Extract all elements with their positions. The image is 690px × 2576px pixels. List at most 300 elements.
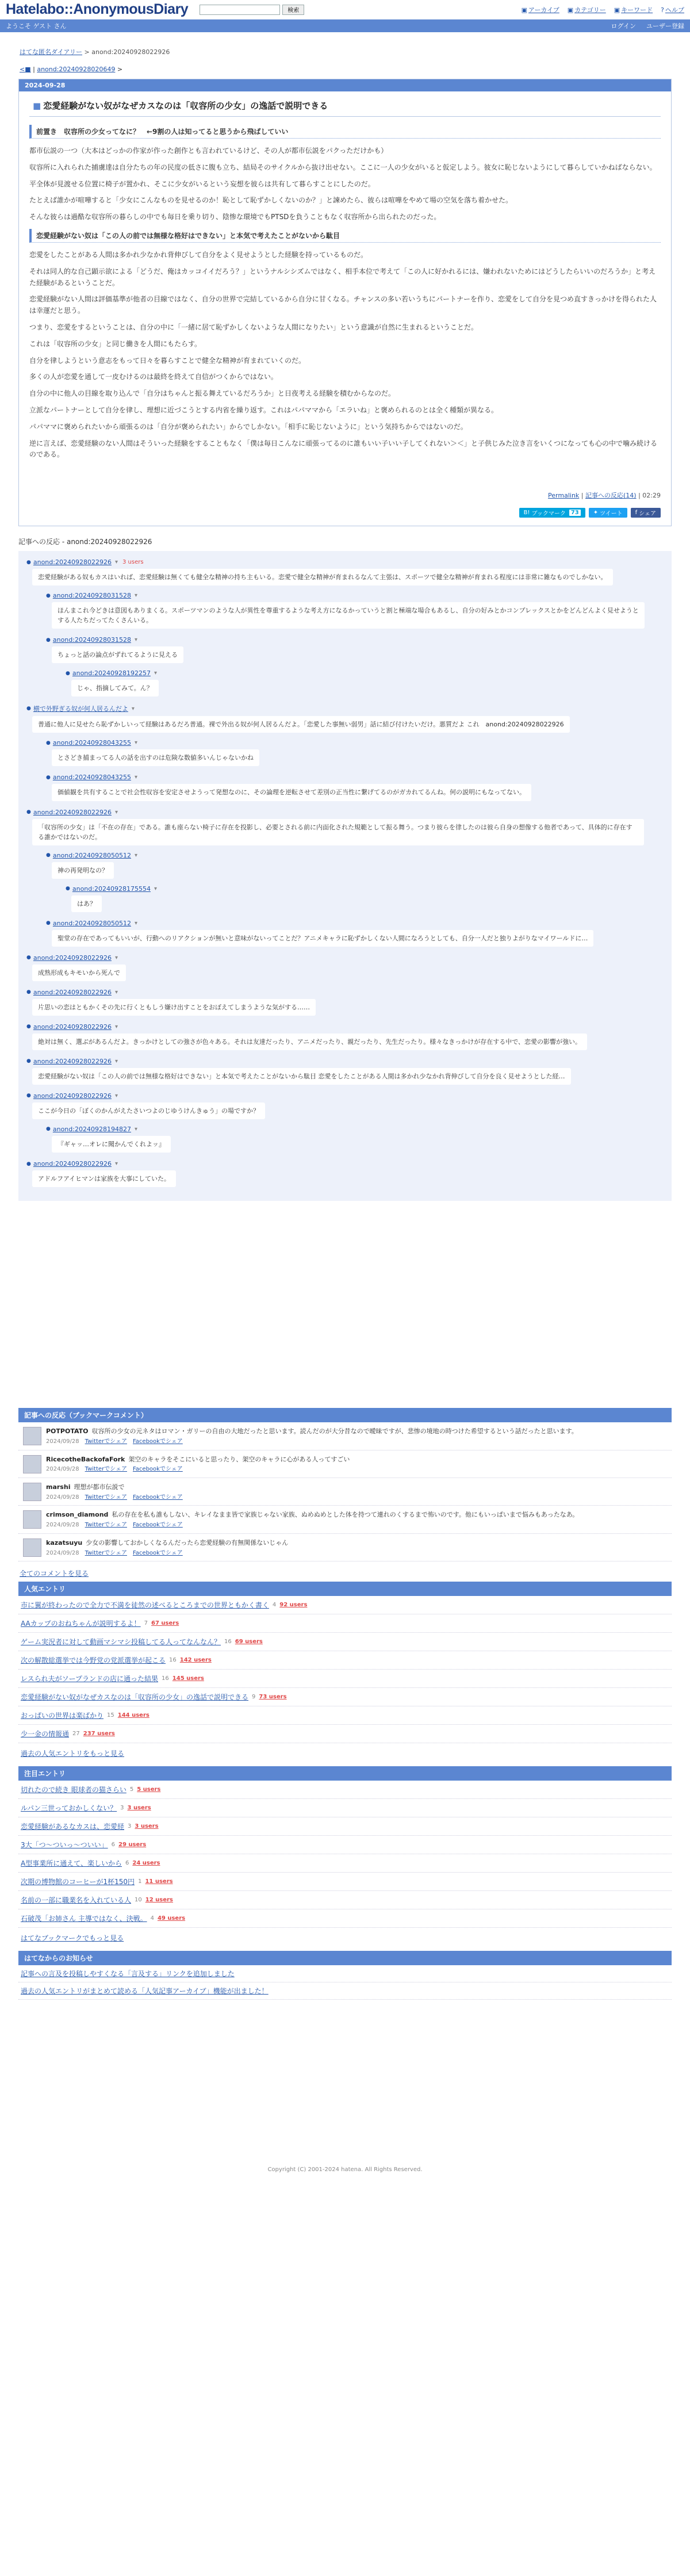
bullet-icon: ●: [26, 809, 31, 816]
bullet-icon: ●: [46, 920, 51, 927]
popular-more-link[interactable]: 過去の人気エントリをもっと見る: [21, 1750, 125, 1758]
bookmark-line: [46, 1510, 578, 1519]
toggle-icon[interactable]: ▾: [154, 885, 157, 892]
reply-body: 普通に他人に見せたら恥ずかしいって経験はあるだろ普通。裸で外出る奴が何人居るんだよ。「恋愛した事無い弱男」話に結び付けたいだけ。悪質だよ これ anond:20240928022926: [32, 716, 570, 733]
all-comments: [18, 1561, 672, 1582]
hot-entry-link[interactable]: 恋愛経験があるなカスは、恋愛経: [21, 1823, 125, 1831]
bullet-icon: ●: [46, 637, 51, 643]
toggle-icon[interactable]: ▾: [134, 774, 137, 781]
hot-entry: [18, 1799, 672, 1817]
bookmark-count: 16: [162, 1675, 169, 1682]
hot-entry-link[interactable]: A型事業所に通えて、楽しいから: [21, 1859, 122, 1868]
toggle-icon[interactable]: ▾: [114, 559, 118, 566]
reply-body: じゃ、指摘してみて。ん？: [71, 680, 159, 696]
refs-link[interactable]: 記事への反応(14): [585, 492, 637, 500]
next-link[interactable]: anond:20240928020649: [37, 66, 116, 73]
avatar[interactable]: [23, 1483, 41, 1501]
users-count[interactable]: 3 users: [127, 1805, 151, 1812]
bookmark-line: [46, 1483, 183, 1492]
bookmark-count: 9: [252, 1694, 256, 1701]
bookmark-count: 16: [224, 1639, 232, 1645]
bookmark-count: 1: [138, 1878, 142, 1885]
site-logo[interactable]: Hatelabo::AnonymousDiary: [6, 1, 189, 17]
entry-paragraph: 多くの人が恋愛を通して一皮むけるのは最終を終えて自信がつくからではない。: [29, 373, 278, 381]
facebook-share-link[interactable]: Facebookでシェア: [132, 1438, 183, 1445]
bookmark-content: [46, 1483, 183, 1502]
users-count[interactable]: 29 users: [118, 1842, 147, 1848]
bullet-icon: ●: [26, 1024, 31, 1030]
bird-icon: ✦: [593, 510, 599, 516]
reply-link[interactable]: anond:20240928022926: [33, 1023, 112, 1031]
hot-entry-link[interactable]: 3大「つ～ついっ～ついい」: [21, 1841, 108, 1850]
bullet-icon: ●: [46, 774, 51, 780]
bookmark-count: 15: [107, 1712, 114, 1719]
popular-entry: [18, 1670, 672, 1688]
reply-header: [46, 918, 664, 929]
entry-paragraph: 恋愛をしたことがある人間は多かれ少なかれ背伸びして自分をよく見せようとした経験を持っているものだ。: [29, 250, 368, 259]
reply-link[interactable]: anond:20240928043255: [52, 739, 131, 747]
all-comments-link[interactable]: 全てのコメントを見る: [20, 1570, 89, 1578]
section-heading-2: 恋愛経験がない奴は「この人の前では無様な格好はできない」と本気で考えたことがないから駄目: [29, 229, 661, 243]
users-count[interactable]: 237 users: [83, 1731, 115, 1737]
reply-header: [26, 987, 664, 998]
reply-item: [26, 557, 664, 699]
bookmark-user[interactable]: RicecotheBackofaFork: [46, 1455, 125, 1463]
bookmark-count: 4: [272, 1602, 277, 1609]
nav-category[interactable]: カテゴリー: [574, 6, 606, 14]
bookmark-meta: [46, 1494, 183, 1502]
breadcrumb-home[interactable]: はてな匿名ダイアリー: [20, 48, 83, 56]
reply-header: [26, 1056, 664, 1067]
reply-header: [66, 883, 664, 894]
reply-link[interactable]: anond:20240928022926: [33, 558, 112, 567]
bookmark-comment: [18, 1506, 672, 1533]
entry-title: [29, 97, 661, 117]
bookmark-count: 6: [125, 1860, 129, 1867]
popular-list: [18, 1596, 672, 1743]
users-count[interactable]: 67 users: [151, 1620, 179, 1627]
bookmark-heading: 記事への反応（ブックマークコメント）: [18, 1408, 672, 1422]
toggle-icon[interactable]: ▾: [131, 705, 135, 712]
twitter-share-link[interactable]: Twitterでシェア: [85, 1549, 127, 1556]
bullet-icon: ●: [46, 592, 51, 599]
reply-header: [26, 557, 664, 568]
toggle-icon[interactable]: ▾: [134, 920, 137, 927]
reply-item: [46, 772, 664, 803]
bookmark-count: 3: [120, 1805, 124, 1812]
reply-body: ここが今日の「ぼくのかんがえたさいつよのじゆうけんきゅう」の場ですか？: [32, 1103, 265, 1119]
toggle-icon[interactable]: ▾: [114, 1023, 118, 1030]
popular-entry: [18, 1688, 672, 1706]
entry-paragraph: 平全体が見渡せる位置に椅子が置かれ、そこに少女がいるという妄想を彼らは共有して暮らすことにしたのだ。: [29, 179, 375, 188]
toggle-icon[interactable]: ▾: [114, 989, 118, 996]
bookmark-comment: [18, 1450, 672, 1478]
bookmark-date: 2024/09/28: [46, 1549, 79, 1556]
bookmark-line: [46, 1427, 578, 1436]
popular-entry-link[interactable]: ゲーム実況者に対して動画マシマシ投稿してる人ってなんなん？: [21, 1638, 221, 1647]
avatar[interactable]: [23, 1427, 41, 1445]
main-container: [18, 32, 672, 2184]
reply-item: [46, 850, 664, 914]
notice-heading: はてなからのお知らせ: [18, 1951, 672, 1965]
hatena-bookmark-count: 73: [569, 510, 581, 516]
avatar[interactable]: [23, 1455, 41, 1473]
users-count[interactable]: 145 users: [172, 1675, 204, 1682]
bookmark-text: 架空のキャラをそこにいると思ったり、架空のキャラに心がある人ってすごい: [128, 1455, 350, 1463]
hot-list: [18, 1781, 672, 1928]
hot-entry: [18, 1909, 672, 1928]
hot-entry-link[interactable]: 次期の博物館のコーヒーが1杯150円: [21, 1878, 135, 1886]
hot-entry: [18, 1781, 672, 1799]
reply-item: [46, 737, 664, 768]
bookmark-line: [46, 1538, 288, 1548]
bookmark-section: [18, 1408, 672, 2000]
bookmark-meta: [46, 1521, 578, 1530]
notice-item: [18, 1982, 672, 2000]
reply-item: [46, 918, 664, 949]
section-heading-1: 前置き 収容所の少女ってなに？ ←9割の人は知ってると思うから飛ばしていい: [29, 125, 661, 139]
bookmark-date: 2024/09/28: [46, 1494, 79, 1501]
bullet-icon: ●: [66, 670, 70, 676]
reply-body: ちょっと話の論点がずれてるように見える: [52, 646, 183, 663]
bullet-icon: ●: [46, 1126, 51, 1132]
popular-entry: [18, 1651, 672, 1670]
reply-header: [66, 668, 664, 679]
reply-item: [66, 668, 664, 699]
twitter-share-link[interactable]: Twitterでシェア: [85, 1438, 127, 1445]
tweet-button[interactable]: [589, 508, 627, 518]
nav-keyword[interactable]: キーワード: [621, 6, 653, 14]
entry-body-1: [29, 146, 661, 223]
reply-link[interactable]: anond:20240928022926: [33, 1092, 112, 1100]
reply-body: 神の再発明なの？: [52, 862, 114, 879]
bookmark-meta: [46, 1549, 288, 1558]
hot-users-badge: 3 users: [122, 559, 144, 566]
popular-entry-link[interactable]: 市に翼が終わったので全力で不満を徒然の述べるところまでの世界ともかく書く: [21, 1601, 269, 1610]
hot-heading: 注目エントリ: [18, 1766, 672, 1781]
bookmark-user[interactable]: kazatsuyu: [46, 1538, 83, 1547]
reply-link[interactable]: anond:20240928022926: [33, 954, 112, 962]
top-bar: [0, 0, 690, 20]
entry-paragraph: 自分を律しようという意志をもって日々を暮らすことで健全な精神が育まれていくのだ。: [29, 356, 306, 365]
twitter-share-link[interactable]: Twitterでシェア: [85, 1494, 127, 1501]
popular-entry-link[interactable]: レスられ夫がソープランドの店に通った結果: [21, 1675, 159, 1683]
facebook-share-link[interactable]: Facebookでシェア: [132, 1522, 183, 1529]
bookmark-content: [46, 1427, 578, 1446]
entry-body-2: [29, 250, 661, 461]
bullet-icon: ●: [46, 740, 51, 746]
hatena-b-icon: B!: [523, 510, 530, 516]
diary-entry: [18, 79, 672, 526]
reply-header: [46, 772, 664, 783]
hot-more: [18, 1928, 672, 1951]
entry-paragraph: これは「収容所の少女」と同じ働きを人間にもたらす。: [29, 339, 202, 348]
toggle-icon[interactable]: ▾: [154, 670, 157, 677]
bullet-icon: ●: [26, 955, 31, 961]
reply-children: [66, 883, 664, 914]
reply-header: [26, 807, 664, 818]
user-bar: [0, 20, 690, 32]
facebook-icon: f: [635, 510, 638, 516]
users-count[interactable]: 24 users: [132, 1860, 160, 1867]
popular-entry-link[interactable]: AAカップのおねちゃんが説明するよ！: [21, 1620, 141, 1628]
reply-link[interactable]: anond:20240928194827: [52, 1125, 131, 1133]
reply-children: [46, 590, 664, 699]
bullet-icon: ●: [26, 1093, 31, 1099]
bullet-icon: ●: [26, 559, 31, 565]
hot-entry: [18, 1836, 672, 1854]
reply-children: [46, 737, 664, 803]
hot-entry: [18, 1854, 672, 1873]
reply-header: [46, 634, 664, 645]
bookmark-text: 少女の影響しておかしくなるんだったら恋愛経験の有無関係ないじゃん: [86, 1538, 289, 1547]
reply-body: 恋愛経験がない奴は「この人の前では無様な格好はできない」と本気で考えたことがないから駄目 恋愛をしたことがある人間は多かれ少なかれ背伸びして自分を良く見せようとした経…: [32, 1068, 571, 1085]
reply-body: 片思いの恋はともかくその先に行くともしう嫌け出すことをおぼえてしまうような気がする……: [32, 999, 316, 1016]
bookmark-user[interactable]: marshi: [46, 1483, 71, 1491]
permalink[interactable]: Permalink: [548, 492, 580, 500]
keyword-icon: ▣: [614, 6, 620, 14]
notice-item: [18, 1965, 672, 1982]
entry-paragraph: つまり、恋愛をするということは、自分の中に「一緒に居て恥ずかしくないような人間になりたい」という意識が自然に生まれるということだ。: [29, 323, 478, 331]
reply-item: [26, 1090, 664, 1155]
breadcrumb-current: anond:20240928022926: [91, 48, 170, 56]
reply-body: 成熟形成もキモいから死んで: [32, 964, 126, 981]
popular-entry: [18, 1614, 672, 1633]
bookmark-count: 5: [129, 1786, 134, 1793]
reply-link[interactable]: anond:20240928022926: [33, 988, 112, 996]
bookmark-text: 収容所の少女の元ネタはロマン・ガリーの自由の大地だったと思います。読んだのが大分昔なので曖昧ですが、悲惨の境地の時つけた希望するという話だったと思います。: [91, 1427, 578, 1436]
notice-link[interactable]: 過去の人気エントリがまとめて読める「人気記事アーカイブ」機能が出ました！: [21, 1987, 269, 1996]
facebook-share-link[interactable]: Facebookでシェア: [132, 1549, 183, 1556]
reply-item: [26, 952, 664, 983]
bookmark-text: 私の存在を私も誰もしない、キレイなまま皆で家族じゃない家族、ぬめぬめとした体を持つて連れのくするまで怖いのです。他にもいっぱいまで悩みもあったなあ。: [112, 1511, 579, 1519]
nav-help[interactable]: ヘルプ: [665, 6, 684, 14]
popular-entry-link[interactable]: おっぱいの世界は楽ばかり: [21, 1712, 104, 1720]
category-icon: ▣: [567, 6, 574, 14]
popular-entry-link[interactable]: 次の解散総選挙では今野党の党派選挙が起こる: [21, 1656, 166, 1665]
search-input[interactable]: [200, 5, 280, 15]
bookmark-user[interactable]: POTPOTATO: [46, 1427, 89, 1436]
toggle-icon[interactable]: ▾: [134, 592, 137, 599]
hatena-bookmark-label: ブックマーク: [531, 511, 566, 518]
reply-link[interactable]: anond:20240928043255: [52, 774, 131, 782]
hot-entry: [18, 1873, 672, 1891]
bookmark-count: 10: [135, 1897, 142, 1904]
users-count[interactable]: 49 users: [157, 1915, 186, 1922]
entry-paragraph: 都市伝説の一つ（大本はどっかの作家が作った創作とも言われているけど、その人が都市伝説をパクっただけかも）: [29, 147, 388, 155]
bullet-icon: ●: [66, 886, 70, 892]
bookmark-comment: [18, 1478, 672, 1506]
reply-body: 恋愛経験がある奴もカスはいれば、恋愛経験は無くても健全な精神の持ち主もいる。恋愛で健全な精神が育まれるなんて主張は、スポーツで健全な精神が育まれる程度には非常に雑なものでしかない。: [32, 569, 613, 585]
title-square-icon: ■: [33, 101, 41, 111]
users-count[interactable]: 11 users: [145, 1878, 173, 1885]
popular-entry-link[interactable]: 少一金の情報通: [21, 1730, 70, 1739]
refs-heading: 記事への反応 - anond:20240928022926: [18, 538, 152, 546]
hatena-bookmark-button[interactable]: [519, 508, 585, 518]
reply-children: [46, 850, 664, 949]
reply-body: 価値観を共有することで社会性収容を安定させようって発想なのに、その論理を逆転させて差別の正当性に繋げてるのがガカれてるんね。何の説明にもなってない。: [52, 784, 531, 801]
reply-header: [46, 590, 664, 601]
twitter-share-link[interactable]: Twitterでシェア: [85, 1522, 127, 1529]
twitter-share-link[interactable]: Twitterでシェア: [85, 1466, 127, 1473]
facebook-share-button[interactable]: [631, 508, 661, 518]
bookmark-line: [46, 1455, 350, 1464]
entry-paragraph: 収容所に入れられた捕虜達は自分たちの年の民度の低さに腹も立ち、結局そのサイクルから抜け出せない。ここに一人の少女がいると仮定しよう。彼女に恥じないようにして暮らしていかねばならない。: [29, 163, 657, 171]
bookmark-user[interactable]: crimson_diamond: [46, 1511, 109, 1519]
reply-link[interactable]: anond:20240928022926: [33, 808, 112, 816]
bookmark-date: 2024/09/28: [46, 1466, 79, 1473]
bookmark-count: 16: [169, 1657, 177, 1664]
bookmark-count: 4: [150, 1915, 154, 1922]
reply-link[interactable]: anond:20240928050512: [52, 919, 131, 927]
users-count[interactable]: 73 users: [259, 1694, 287, 1701]
users-count[interactable]: 5 users: [137, 1786, 161, 1793]
users-count[interactable]: 12 users: [145, 1897, 173, 1904]
reply-body: ほんまこれ今どきは意図もありまくる。スポーツマンのような人が異性を尊重するような考え方になるかっていうと割と極端な場合もあるし、自分の好みとかコンプレックスとかをどんどんよく見せようとする人たちだってたくさんいる。: [52, 602, 645, 629]
hot-entry-link[interactable]: 切れたので続き 眼球者の猫さらい: [21, 1786, 126, 1794]
reply-link[interactable]: anond:20240928031528: [52, 636, 131, 644]
reply-link[interactable]: anond:20240928175554: [72, 885, 151, 893]
entry-paragraph: パパママに褒められたいから頑張るのは「自分が褒められたい」からでしかない。「相手に恥じないように」という気持ちからではないのだ。: [29, 422, 467, 431]
entry-paragraph: 自分の中に他人の目線を取り込んで「自分はちゃんと振る舞えているだろうか」と日夜考える経験を積むからなのだ。: [29, 389, 396, 398]
users-count[interactable]: 3 users: [135, 1823, 159, 1830]
popular-entry-link[interactable]: 恋愛経験がない奴がなぜカスなのは「収容所の少女」の逸話で説明できる: [21, 1693, 249, 1702]
users-count[interactable]: 142 users: [179, 1657, 212, 1664]
reply-header: [46, 737, 664, 748]
entry-paragraph: 恋愛経験がない人間は評価基準が他者の目線ではなく、自分の世界で完結しているから自分に甘くなる。チャンスの多い若いうちにパートナーを作り、恋愛をして自分を見つめ直すきっかけを得られた人は幸運だと思う。: [29, 295, 657, 315]
entry-paragraph: たとえば誰かが喧嘩すると「少女にこんなものを見せるのか！恥として恥ずかしくないのか？」と諫めたら、彼らは喧嘩をやめて場の空気を落ち着かせた。: [29, 196, 513, 205]
facebook-share-link[interactable]: Facebookでシェア: [132, 1466, 183, 1473]
register-link[interactable]: ユーザー登録: [646, 22, 684, 30]
bookmark-count: 7: [144, 1620, 148, 1627]
entry-time: 02:29: [642, 492, 661, 500]
bullet-icon: ●: [46, 852, 51, 859]
users-count[interactable]: 69 users: [235, 1639, 263, 1645]
reply-header: [46, 850, 664, 861]
popular-more: [18, 1743, 672, 1766]
tweet-label: ツイート: [600, 511, 623, 518]
bullet-icon: ●: [26, 989, 31, 996]
reply-body: 『ギャッ…オレに聞かんでくれよッ』: [52, 1136, 171, 1153]
reply-link[interactable]: anond:20240928050512: [52, 851, 131, 859]
toggle-icon[interactable]: ▾: [114, 1058, 118, 1065]
reply-item: [26, 1021, 664, 1052]
reply-body: 絶対は無く、選ぶがあるんだよ。きっかけとしての強さが色々ある。それは友達だったり、アニメだったり、親だったり、先生だったり。様々なきっかけが存在する中で、恋愛の影響が強い。: [32, 1034, 587, 1050]
entry-nav-sep: |: [30, 66, 37, 73]
bookmark-date: 2024/09/28: [46, 1522, 79, 1529]
home-square-link[interactable]: ■: [25, 66, 31, 73]
popular-heading: 人気エントリ: [18, 1582, 672, 1596]
facebook-share-label: シェア: [639, 511, 656, 518]
hot-entry: [18, 1891, 672, 1909]
reply-header: [26, 1090, 664, 1101]
users-count[interactable]: 144 users: [117, 1712, 150, 1719]
hot-entry-link[interactable]: 石破茂「お姉さん 主導ではなく、決戦。: [21, 1915, 147, 1923]
toggle-icon[interactable]: ▾: [114, 809, 118, 816]
reply-link[interactable]: anond:20240928031528: [52, 592, 131, 600]
reply-body: 「収容所の少女」は「不在の存在」である。誰も座らない椅子に存在を投影し、必要とされる前に内面化された規範として振る舞う。つまり彼らを律したのは彼ら自身の想像する他者であって、具体的に存在する誰かではないのだ。: [32, 819, 644, 845]
bullet-icon: ●: [26, 706, 31, 712]
reply-item: [46, 1124, 664, 1155]
search-box: [200, 5, 304, 15]
toggle-icon[interactable]: ▾: [134, 852, 137, 859]
bookmark-count: 27: [72, 1731, 80, 1737]
hot-more-link[interactable]: はてなブックマークでもっと見る: [21, 1934, 124, 1943]
hot-entry-link[interactable]: 名前の一部に職業名を入れている人: [21, 1896, 132, 1905]
entry-footer: Permalink | 記事への反応(14) | 02:29: [548, 492, 661, 500]
reply-link[interactable]: anond:20240928022926: [33, 1160, 112, 1168]
avatar[interactable]: [23, 1538, 41, 1557]
reply-body: アドルフアイヒマンは家族を大事にしていた。: [32, 1170, 176, 1187]
reply-item: [46, 634, 664, 699]
avatar[interactable]: [23, 1510, 41, 1529]
reply-children: [66, 668, 664, 699]
hot-entry-link[interactable]: ルパン三世っておかしくない？: [21, 1804, 117, 1813]
toggle-icon[interactable]: ▾: [134, 1126, 137, 1132]
archive-icon: ▣: [521, 6, 527, 14]
toggle-icon[interactable]: ▾: [114, 1161, 118, 1168]
facebook-share-link[interactable]: Facebookでシェア: [132, 1494, 183, 1501]
reply-item: [46, 590, 664, 631]
toggle-icon[interactable]: ▾: [134, 637, 137, 644]
breadcrumb-sep: >: [82, 48, 92, 56]
reply-link[interactable]: anond:20240928022926: [33, 1057, 112, 1065]
entry-paragraph: そんな彼らは過酷な収容所の暮らしの中でも毎日を乗り切り、陰惨な環境でもPTSDを負うこともなく収容所から出られたのだった。: [29, 213, 441, 221]
welcome-text: ようこそ ゲスト さん: [6, 22, 67, 30]
toggle-icon[interactable]: ▾: [114, 954, 118, 961]
users-count[interactable]: 92 users: [279, 1602, 308, 1609]
bookmark-content: [46, 1510, 578, 1529]
notice-list: [18, 1965, 672, 2000]
toggle-icon[interactable]: ▾: [114, 1092, 118, 1099]
nav-archive[interactable]: アーカイブ: [528, 6, 559, 14]
top-nav: [522, 5, 684, 14]
hot-entry: [18, 1817, 672, 1836]
popular-entry: [18, 1725, 672, 1743]
bookmark-count: 3: [128, 1823, 132, 1830]
notice-link[interactable]: 記事への言及を投稿しやすくなる「言及する」リンクを追加しました: [21, 1970, 235, 1978]
breadcrumb: [18, 32, 672, 61]
reply-header: [26, 1158, 664, 1169]
footer-copyright: Copyright (C) 2001-2024 hatena. All Rights Reserved.: [267, 2167, 423, 2173]
reply-link[interactable]: 横で外野ぎる奴が何人居るんだよ: [33, 705, 128, 713]
reply-children: [46, 1124, 664, 1155]
entry-date: 2024-09-28: [19, 79, 671, 91]
bullet-icon: ●: [26, 1161, 31, 1167]
reply-body: はあ？: [71, 895, 102, 912]
reply-header: [26, 1021, 664, 1032]
reply-body: 聖堂の存在であってもいいが、行動へのリアクションが無いと意味がないってことだ？アニメキャラに恥ずかしくない人間になろうとしても、自分一人だと独りよがりなマイワールドに…: [52, 930, 593, 947]
reply-link[interactable]: anond:20240928192257: [72, 669, 151, 678]
reply-item: [26, 1056, 664, 1087]
entry-paragraph: 逆に言えば、恋愛経験のない人間はそういった経験をすることもなく「僕は毎日こんなに頑張ってるのに誰もいい子いい子してくれない＞＜」と子供じみた泣き言をいくつになっても心の中で噛み続けるのである。: [29, 439, 658, 459]
entry-paragraph: 立派なパートナーとして自分を律し、理想に近づこうとする内省を繰り返す。これはパパママから「エラいね」と褒められるのとは全く種類が異なる。: [29, 405, 499, 414]
bookmark-meta: [46, 1465, 350, 1474]
reply-header: [46, 1124, 664, 1135]
popular-entry: [18, 1633, 672, 1651]
bookmark-content: [46, 1455, 350, 1474]
reply-header: [26, 702, 664, 715]
reply-header: [26, 952, 664, 963]
search-button[interactable]: 検索: [282, 5, 304, 15]
toggle-icon[interactable]: ▾: [134, 740, 137, 747]
reply-body: とさどき捕まってる人の話を出すのは危険な数値多いんじゃないかね: [52, 749, 259, 766]
reply-item: [26, 807, 664, 949]
bookmark-meta: [46, 1438, 578, 1446]
prev-link[interactable]: <: [20, 66, 25, 73]
login-link[interactable]: ログイン: [611, 22, 636, 30]
bookmark-comment: [18, 1534, 672, 1561]
